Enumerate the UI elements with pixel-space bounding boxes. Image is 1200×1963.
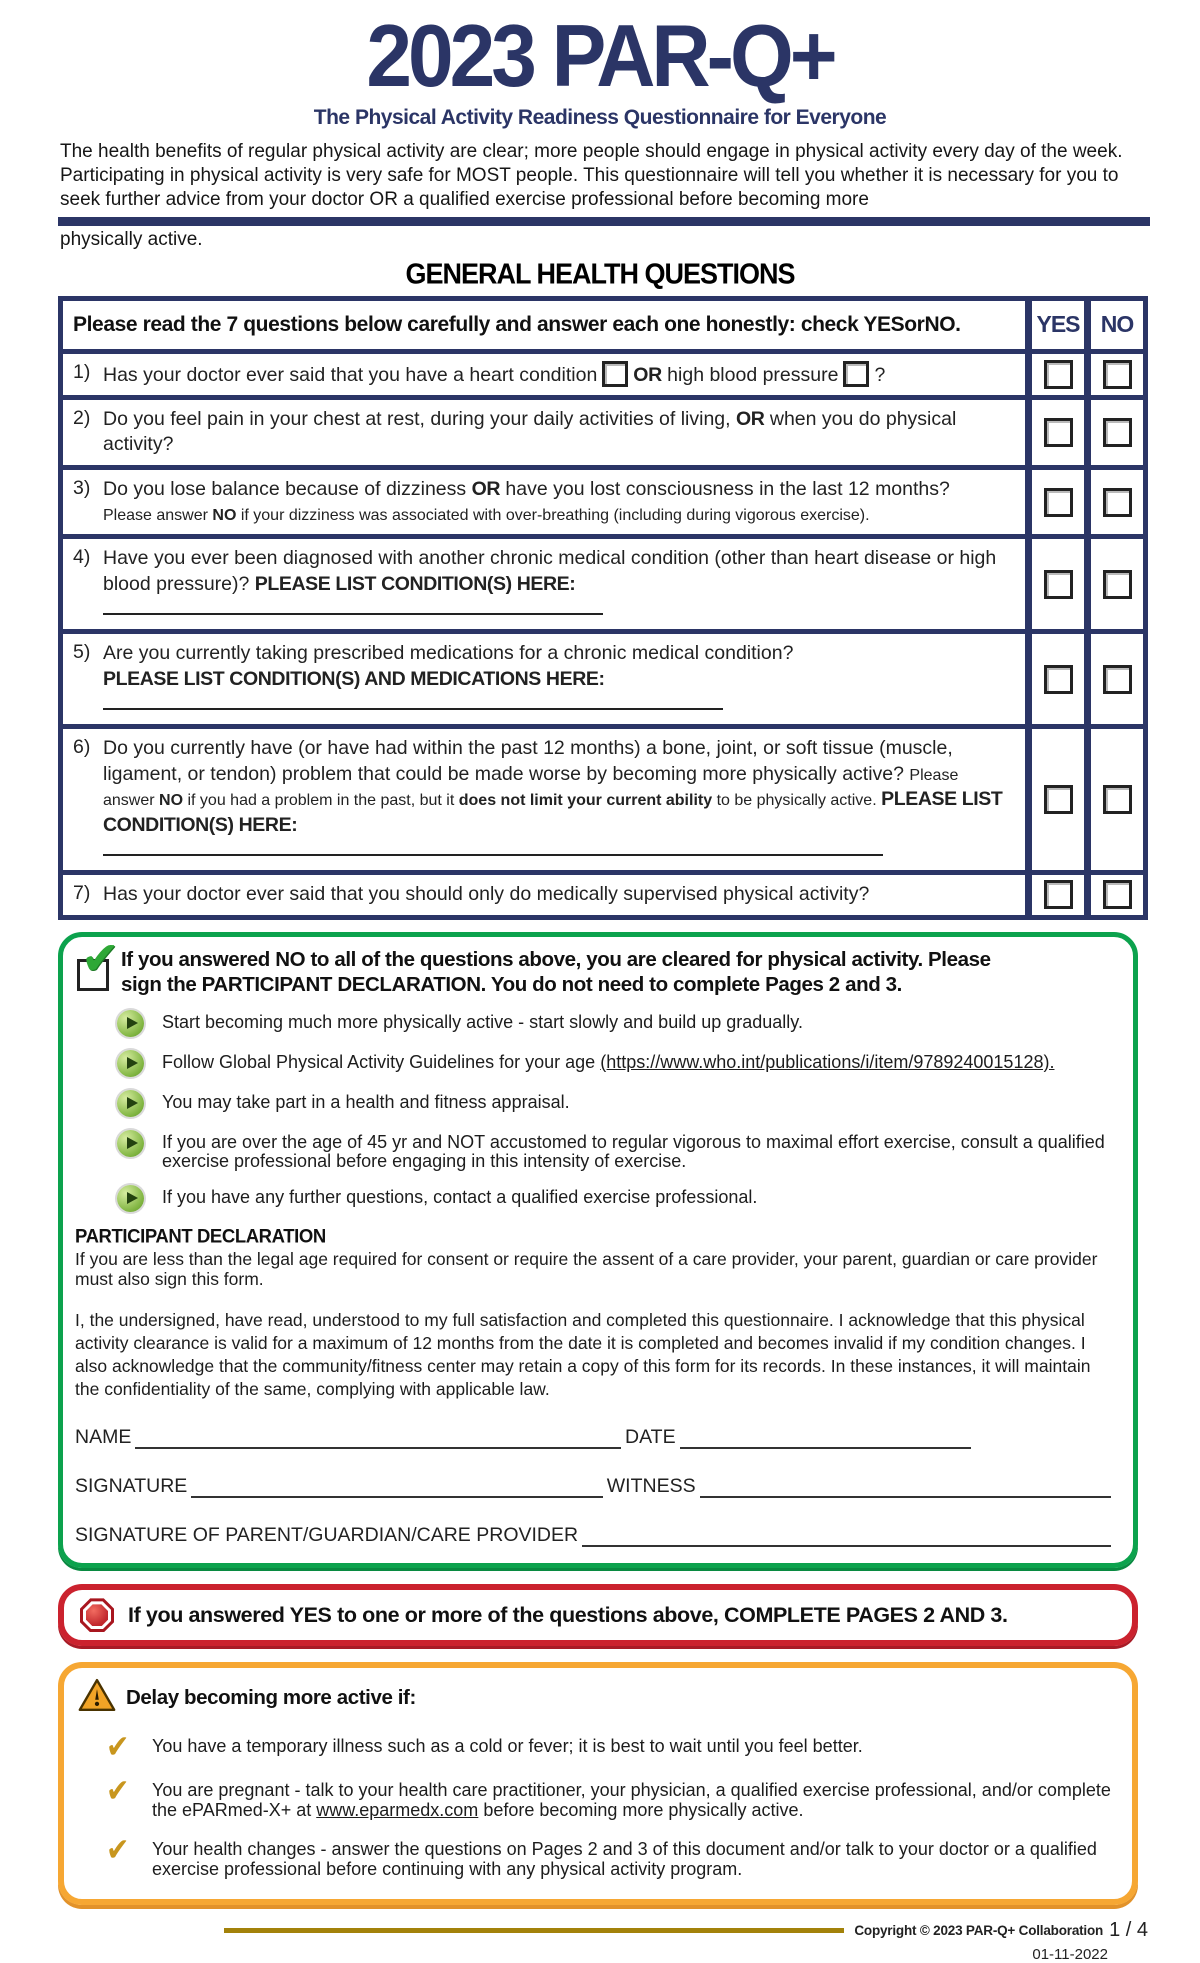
question-row-1 [63, 354, 1025, 395]
text-segment: if your dizziness was associated with over-breathing (including during vigorous exercise). [236, 507, 870, 525]
yes-checkbox[interactable] [1044, 488, 1073, 517]
no-answer-cell [1091, 875, 1143, 914]
yes-answer-cell [1032, 539, 1084, 629]
text-segment: Do you currently have (or have had within the past 12 months) a bone, joint, or soft tissue (muscle, ligament, or tendon) problem that could be made worse by becoming more physically active? [103, 737, 953, 785]
yes-checkbox[interactable] [1044, 665, 1073, 694]
bullet-text [162, 1130, 1115, 1173]
question-row-3 [63, 470, 1025, 535]
text-segment: or [904, 312, 925, 336]
text-segment: OR [735, 408, 765, 431]
page-footer [58, 1919, 1148, 1963]
signature-line[interactable] [135, 1429, 621, 1449]
text-segment: if you had a problem in the past, but it [183, 792, 459, 810]
text-segment: when you do physical activity? [103, 408, 957, 456]
bullet-text [152, 1836, 1114, 1879]
gold-check-icon: ✔ [106, 1830, 130, 1869]
cleared-heading-row [75, 930, 1115, 997]
text-segment: You have a temporary illness such as a cold or fever; it is best to wait until you feel better. [152, 1736, 863, 1757]
question-number: 6) [73, 736, 91, 759]
text-segment: . [955, 312, 961, 336]
text-segment: If you are over the age of 45 yr and NOT accustomed to regular vigorous to maximal effort exercise, consult a qualified exercise professional before engaging in this intensity of exercise. [162, 1131, 1105, 1172]
cleared-heading: If you answered NO to all of the questions above, you are cleared for physical activity. Please sign the PARTICIPANT DECLARATION. You do not need to complete Pages 2 and 3. [121, 947, 991, 996]
bullet-text [162, 1010, 803, 1033]
cleared-bullet [117, 1050, 1115, 1077]
no-answer-cell [1091, 539, 1143, 629]
signature-field-label: SIGNATURE [75, 1475, 188, 1498]
no-answer-cell [1091, 729, 1143, 870]
link-text[interactable]: www.eparmedx.com [316, 1799, 479, 1820]
intro-paragraph-tail: physically active. [60, 228, 203, 250]
cleared-for-activity-box [58, 932, 1138, 1569]
no-answer-cell [1091, 470, 1143, 535]
question-number: 2) [73, 407, 91, 430]
signature-row [75, 1524, 1115, 1547]
yes-checkbox[interactable] [1044, 418, 1073, 447]
signature-row [75, 1426, 1115, 1449]
cleared-bullet [117, 1010, 1115, 1037]
text-segment: PLEASE LIST CONDITION(S) HERE: [254, 572, 576, 595]
text-segment: Has your doctor ever said that you should only do medically supervised physical activity? [103, 883, 870, 906]
yes-checkbox[interactable] [1044, 880, 1073, 909]
yes-checkbox[interactable] [1044, 785, 1073, 814]
question-number: 3) [73, 476, 91, 499]
revision-date: 01-11-2022 [1032, 1946, 1108, 1963]
question-text [103, 407, 1017, 458]
text-segment: have you lost consciousness in the last 12 months? [500, 477, 950, 500]
question-number: 5) [73, 641, 91, 664]
question-number: 4) [73, 546, 91, 569]
question-text [103, 477, 1017, 528]
signature-line[interactable] [680, 1429, 971, 1449]
delay-heading-row [78, 1678, 1114, 1717]
text-segment: PLEASE LIST CONDITION(S) AND MEDICATIONS HERE: [103, 667, 605, 690]
bullet-text [152, 1777, 1114, 1820]
question-row-5 [63, 634, 1025, 724]
checkbox-checkmark-icon: ✔ [75, 945, 121, 993]
write-in-line[interactable] [103, 693, 723, 710]
signature-line[interactable] [582, 1527, 1111, 1547]
link-text[interactable]: (https://www.who.int/publications/i/item/9789240015128). [600, 1051, 1055, 1072]
text-segment: You are pregnant - talk to your health care practitioner, your physician, a qualified exercise professional, and/or complete the ePARmed-X+ at [152, 1780, 1111, 1820]
yes-checkbox[interactable] [1044, 360, 1073, 389]
text-segment: Do you feel pain in your chest at rest, during your daily activities of living, [103, 408, 736, 431]
cleared-bullet [117, 1130, 1115, 1173]
text-segment: Please answer [103, 766, 959, 810]
question-text [103, 882, 1017, 907]
signature-line[interactable] [191, 1478, 602, 1498]
no-answer-cell [1091, 354, 1143, 395]
no-checkbox[interactable] [1103, 785, 1132, 814]
signature-field-label: WITNESS [606, 1475, 696, 1498]
delay-bullet [106, 1771, 1114, 1820]
no-answer-cell [1091, 400, 1143, 465]
form-subtitle: The Physical Activity Readiness Questionnaire for Everyone [313, 105, 887, 129]
stop-icon [80, 1598, 114, 1632]
text-segment: Are you currently taking prescribed medications for a chronic medical condition? [103, 642, 794, 665]
text-segment: high blood pressure [661, 363, 839, 386]
text-segment: Follow Global Physical Activity Guidelines for your age [162, 1051, 601, 1072]
yes-answer-cell [1032, 400, 1084, 465]
signature-rows [75, 1426, 1115, 1547]
play-bullet-icon [117, 1130, 144, 1157]
question-text [103, 641, 1017, 717]
delay-bullet [106, 1727, 1114, 1766]
signature-line[interactable] [700, 1478, 1111, 1498]
no-checkbox[interactable] [1103, 488, 1132, 517]
form-title: 2023 PAR-Q+ [366, 7, 834, 106]
yes-checkbox[interactable] [1044, 570, 1073, 599]
text-segment: Start becoming much more physically active - start slowly and build up gradually. [162, 1011, 803, 1032]
delay-activity-box [58, 1662, 1138, 1905]
page-number: 1 / 4 [1109, 1919, 1148, 1942]
yes-answer-cell [1032, 354, 1084, 395]
text-segment: OR [471, 477, 501, 500]
text-segment: Please answer [103, 507, 213, 525]
intro-paragraph: The health benefits of regular physical activity are clear; more people should engage in physical activity every day of the week. Participating in physical activity is very safe for MOST people. This questionnaire will tell you whether it is necessary for you to seek further advice from your doctor OR a qualified exercise professional before becoming more [60, 140, 1123, 210]
bullet-text [162, 1050, 1054, 1073]
question-row-6 [63, 729, 1025, 870]
text-segment: NO [159, 792, 184, 810]
no-checkbox[interactable] [1103, 665, 1132, 694]
play-bullet-icon [117, 1050, 144, 1077]
yes-answer-cell [1032, 470, 1084, 535]
signature-field-label: SIGNATURE OF PARENT/GUARDIAN/CARE PROVIDER [75, 1524, 579, 1547]
signature-row [75, 1475, 1115, 1498]
warning-icon [78, 1678, 116, 1717]
no-checkbox[interactable] [1103, 418, 1132, 447]
text-segment: does not limit your current ability [458, 792, 713, 810]
write-in-line[interactable] [103, 839, 883, 856]
answered-yes-text: If you answered YES to one or more of the questions above, COMPLETE PAGES 2 AND 3. [128, 1602, 1008, 1627]
participant-declaration-note: If you are less than the legal age required for consent or require the assent of a care provider, your parent, guardian or care provider must also sign this form. [75, 1249, 1098, 1290]
copyright-text: Copyright © 2023 PAR-Q+ Collaboration [854, 1923, 1104, 1939]
text-segment: Do you lose balance because of dizziness [103, 477, 472, 500]
no-answer-cell [1091, 634, 1143, 724]
text-segment: OR [633, 363, 662, 386]
questions-table [58, 296, 1148, 920]
bullet-text [152, 1733, 863, 1756]
answered-yes-box [58, 1584, 1138, 1646]
text-segment: before becoming more physically active. [478, 1799, 804, 1820]
yes-answer-cell [1032, 634, 1084, 724]
delay-bullet [106, 1830, 1114, 1879]
form-header [0, 7, 1200, 251]
text-segment: Has your doctor ever said that you have a heart condition [103, 363, 598, 386]
question-text [103, 736, 1017, 863]
play-bullet-icon [117, 1010, 144, 1037]
signature-field-label: DATE [625, 1426, 676, 1449]
no-column-header: NO [1091, 301, 1143, 349]
text-segment: Your health changes - answer the questions on Pages 2 and 3 of this document and/or talk to your doctor or a qualified exercise professional before continuing with any physical activity program. [152, 1839, 1097, 1879]
signature-field-label: NAME [75, 1426, 132, 1449]
play-bullet-icon [117, 1185, 144, 1212]
text-segment: If you have any further questions, contact a qualified exercise professional. [162, 1187, 758, 1208]
section-title: GENERAL HEALTH QUESTIONS [405, 257, 795, 290]
gold-check-icon: ✔ [106, 1771, 130, 1810]
cleared-bullet [117, 1185, 1115, 1212]
write-in-line[interactable] [103, 598, 603, 615]
text-segment: to be physically active. [712, 792, 882, 810]
text-segment: NO [212, 507, 237, 525]
cleared-bullet [117, 1090, 1115, 1117]
gold-check-icon: ✔ [106, 1727, 130, 1766]
yes-column-header: YES [1032, 301, 1084, 349]
text-segment: PLEASE LIST CONDITION(S) HERE: [103, 788, 1003, 836]
cleared-bullet-list [75, 1010, 1115, 1213]
yes-answer-cell [1032, 729, 1084, 870]
question-text [103, 546, 1017, 622]
inline-checkbox[interactable] [602, 361, 628, 387]
text-segment: ? [874, 363, 886, 386]
yes-answer-cell [1032, 875, 1084, 914]
participant-declaration-body: I, the undersigned, have read, understood to my full satisfaction and completed this questionnaire. I acknowledge that this physical activity clearance is valid for a maximum of 12 months from the date it is completed and becomes invalid if my condition changes. I also acknowledge that the community/fitness center may retain a copy of this form for its records. In these instances, it will maintain the confidentiality of the same, complying with applicable law. [75, 1310, 1091, 1399]
delay-title: Delay becoming more active if: [126, 1685, 416, 1709]
bullet-text [162, 1185, 757, 1208]
header-divider [58, 217, 1150, 226]
no-checkbox[interactable] [1103, 360, 1132, 389]
text-segment: NO [924, 312, 956, 336]
text-segment: You may take part in a health and fitness appraisal. [162, 1091, 570, 1112]
question-number: 7) [73, 882, 91, 905]
participant-declaration-title: PARTICIPANT DECLARATION [75, 1224, 326, 1247]
question-row-2 [63, 400, 1025, 465]
question-number: 1) [73, 360, 91, 383]
table-instructions [63, 301, 1025, 349]
question-text [103, 361, 1017, 388]
question-row-4 [63, 539, 1025, 629]
footer-divider [224, 1928, 844, 1933]
text-segment: Please read the 7 questions below carefully and answer each one honestly: check YES [73, 312, 905, 336]
bullet-text [162, 1090, 570, 1113]
inline-checkbox[interactable] [843, 361, 869, 387]
play-bullet-icon [117, 1090, 144, 1117]
text-segment: Have you ever been diagnosed with another chronic medical condition (other than heart disease or high blood pressure)? [103, 547, 997, 595]
question-row-7 [63, 875, 1025, 914]
no-checkbox[interactable] [1103, 880, 1132, 909]
no-checkbox[interactable] [1103, 570, 1132, 599]
delay-bullet-list [78, 1727, 1114, 1879]
